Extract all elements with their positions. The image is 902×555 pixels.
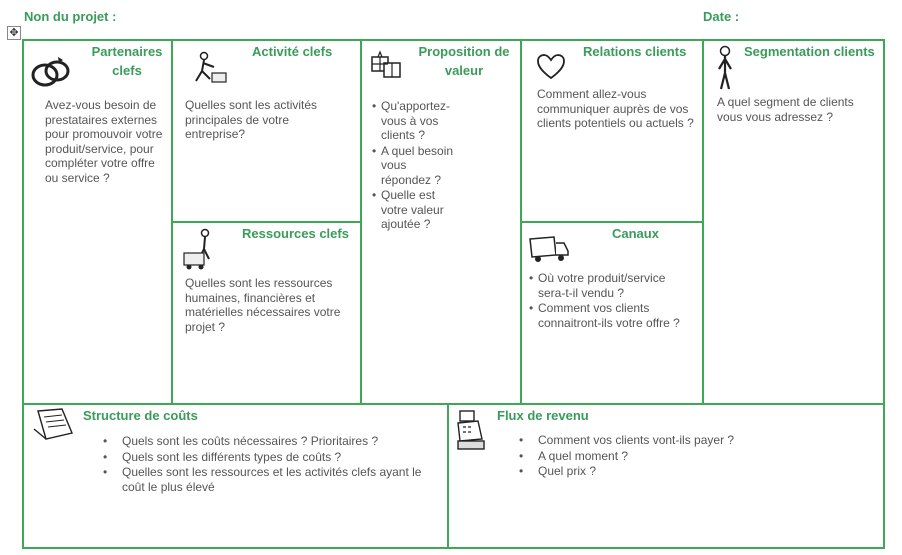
list-item: • Quelles sont les ressources et les activités clefs ayant le coût le plus élevé: [103, 465, 423, 494]
truck-icon: [528, 233, 570, 265]
costs-block: [22, 403, 449, 549]
list-item: • A quel moment ?: [519, 449, 819, 464]
person-icon: [714, 45, 736, 91]
list-item: • Où votre produit/service sera-t-il vendu ?: [529, 271, 685, 300]
activities-block: [171, 39, 362, 223]
segments-text: A quel segment de clients vous vous adressez ?: [717, 95, 854, 124]
costs-title: Structure de coûts: [83, 408, 198, 423]
activities-text: Quelles sont les activités principales de votre entreprise?: [185, 98, 318, 141]
channels-list: [529, 271, 685, 331]
revenue-list: [519, 433, 819, 480]
channels-title: Canaux: [612, 226, 659, 241]
cash-register-icon: [454, 409, 488, 451]
table-move-handle-icon[interactable]: ✥: [7, 26, 21, 40]
relations-block: [520, 39, 704, 223]
heart-icon: [536, 53, 566, 81]
resources-text: Quelles sont les ressources humaines, financières et matérielles nécessaires votre projet ?: [185, 276, 341, 334]
list-item: • Qu'apportez-vous à vos clients ?: [372, 99, 456, 143]
value-list: [372, 99, 456, 233]
value-block: [360, 39, 522, 405]
segments-title: Segmentation clients: [744, 44, 875, 59]
channels-block: [520, 221, 704, 405]
partners-block: [22, 39, 173, 405]
list-item: • Quels sont les différents types de coûts ?: [103, 450, 423, 465]
relations-title: Relations clients: [583, 44, 687, 59]
list-item: • Quels sont les coûts nécessaires ? Prioritaires ?: [103, 434, 423, 449]
forklift-worker-icon: [181, 227, 225, 271]
resources-title: Ressources clefs: [242, 226, 349, 241]
list-item: • A quel besoin vous répondez ?: [372, 144, 456, 188]
rings-icon: [30, 53, 72, 93]
partners-title: Partenaires clefs: [91, 44, 163, 78]
list-item: • Quelle est votre valeur ajoutée ?: [372, 188, 456, 232]
value-title: Proposition de valeur: [418, 44, 510, 78]
receipt-icon: [32, 407, 76, 443]
segments-block: [702, 39, 885, 405]
activities-title: Activité clefs: [252, 44, 333, 59]
worker-icon: [190, 51, 230, 85]
revenue-title: Flux de revenu: [497, 408, 589, 423]
list-item: • Comment vos clients connaitront-ils votre offre ?: [529, 301, 685, 330]
relations-text: Comment allez-vous communiquer auprès de vos clients potentiels ou actuels ?: [537, 87, 694, 130]
gift-boxes-icon: [370, 49, 408, 83]
revenue-block: [447, 403, 885, 549]
date-label: Date :: [703, 9, 740, 24]
costs-list: [103, 434, 423, 495]
list-item: • Quel prix ?: [519, 464, 819, 479]
list-item: • Comment vos clients vont-ils payer ?: [519, 433, 819, 448]
partners-text: Avez-vous besoin de prestataires externes pour promouvoir votre produit/service, pour compléter votre offre ou service ?: [45, 98, 163, 185]
resources-block: [171, 221, 362, 405]
project-name-label: Non du projet :: [24, 9, 117, 24]
